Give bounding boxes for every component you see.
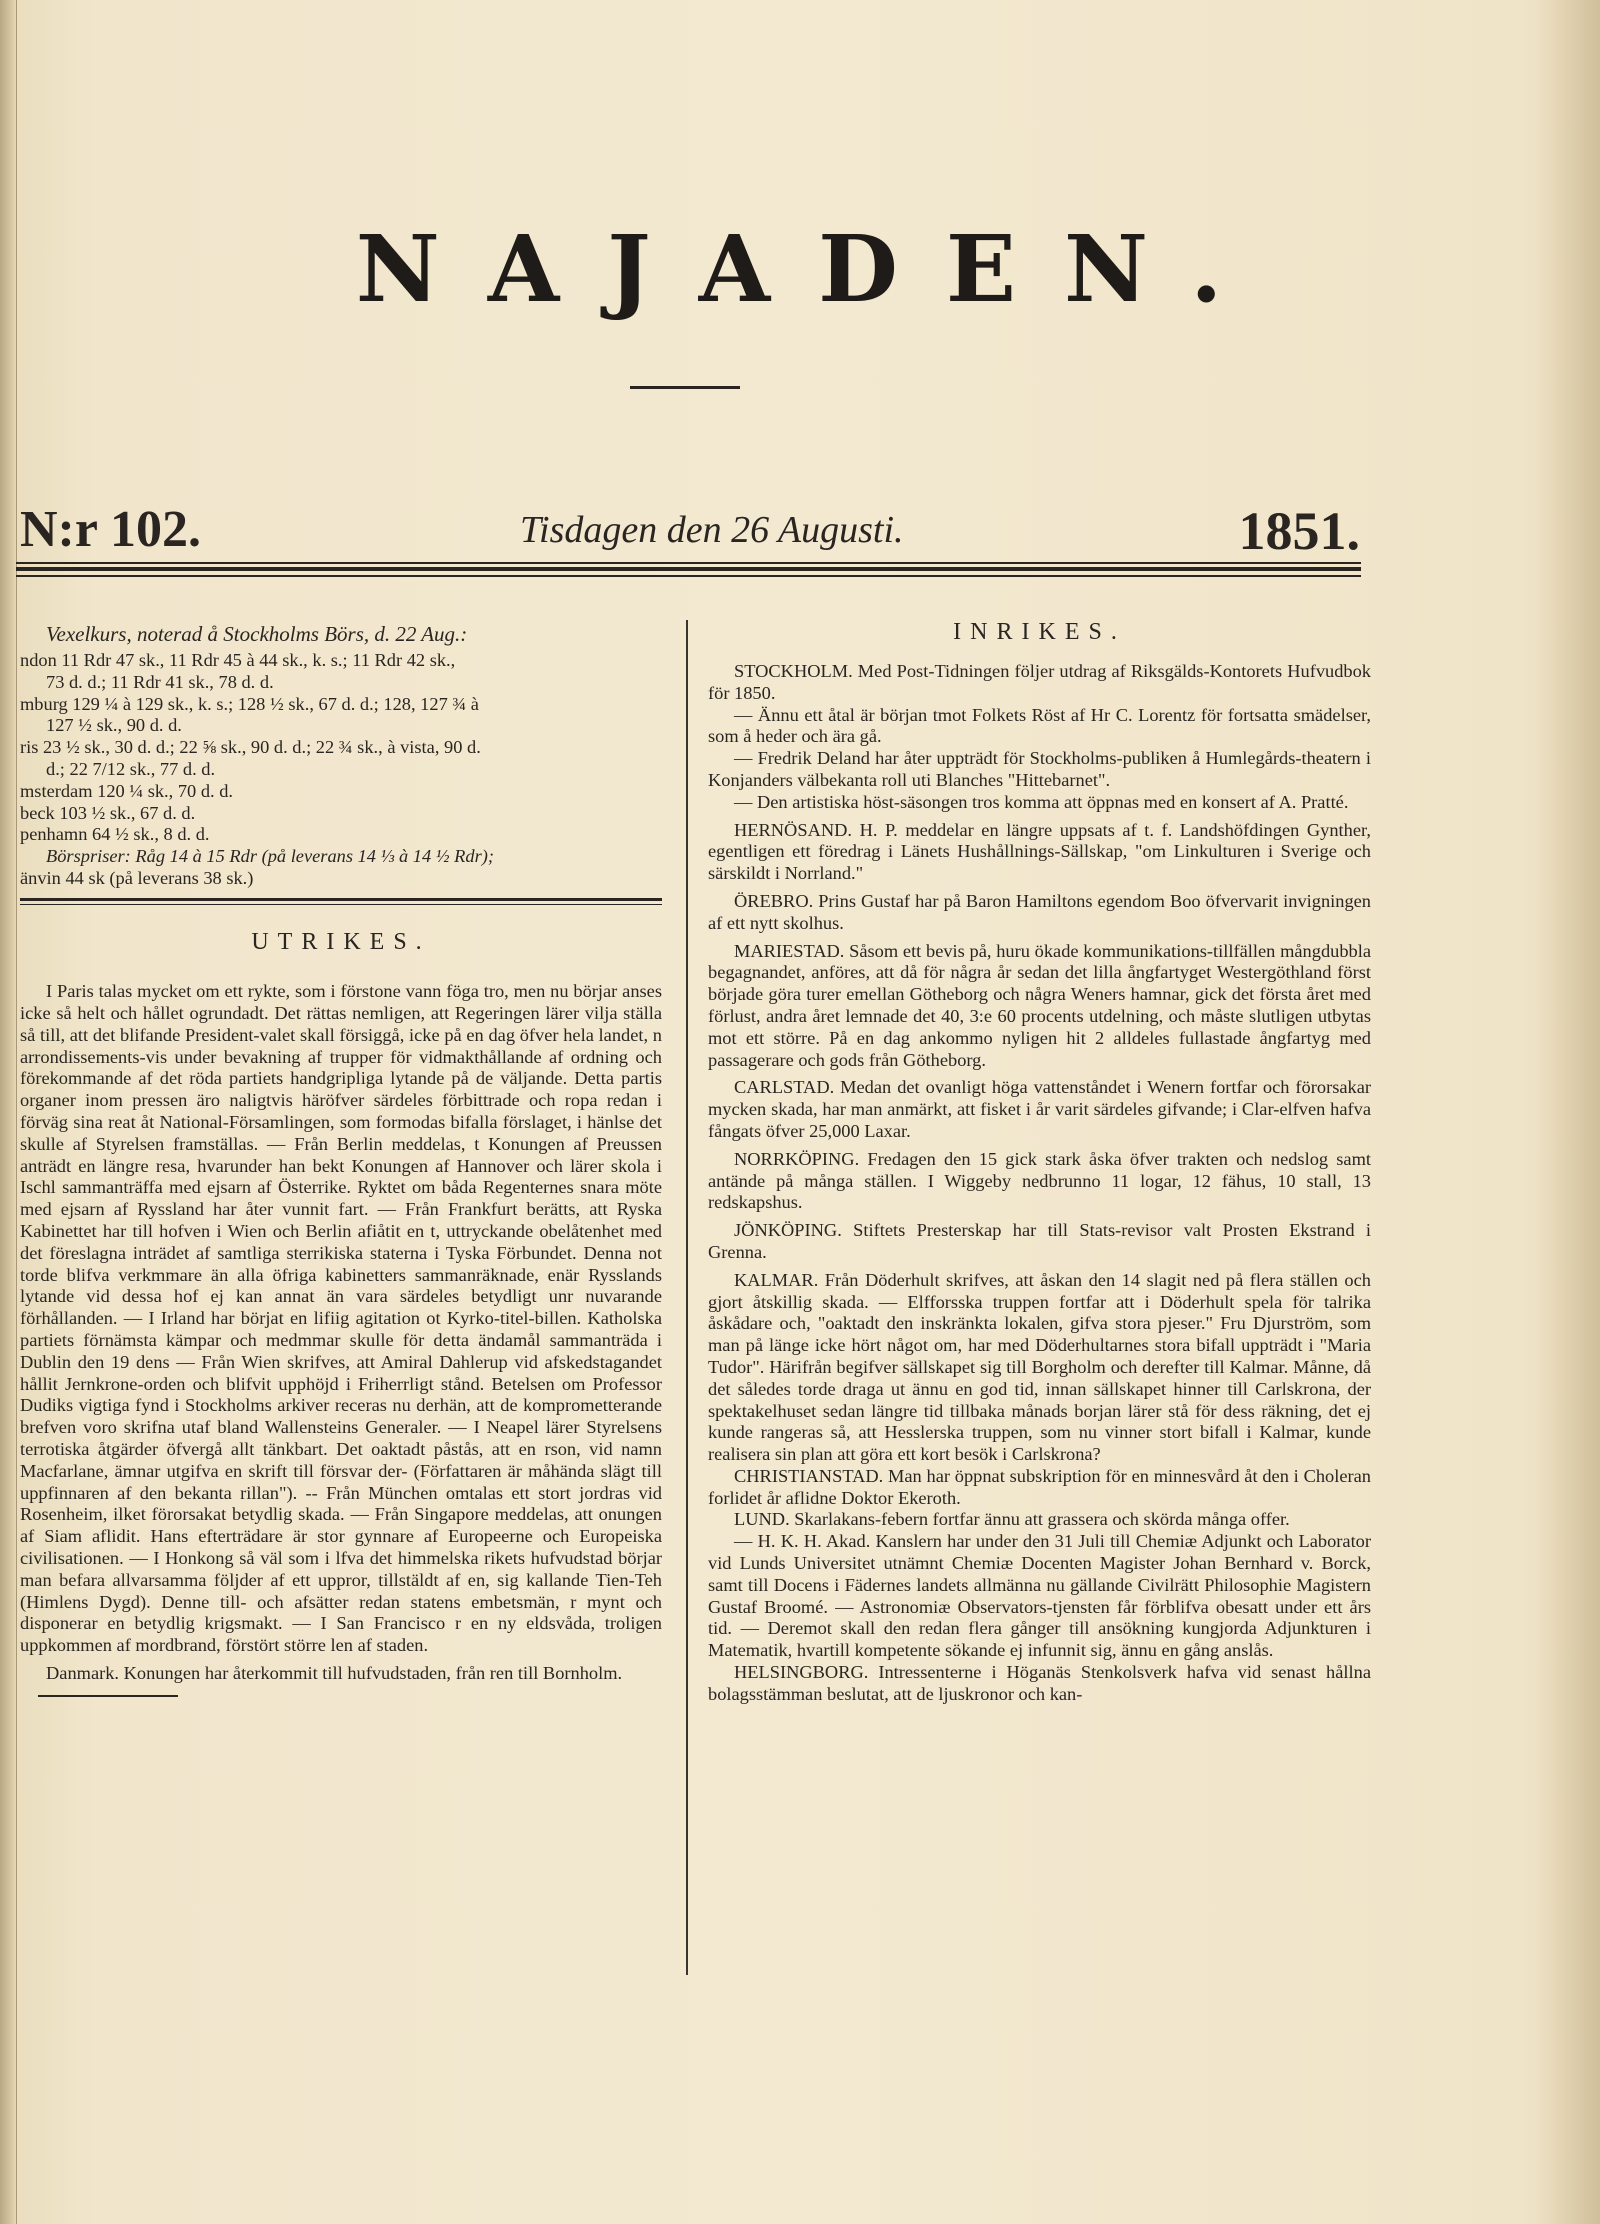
exchange-title: Vexelkurs, noterad å Stockholms Börs, d. 22 Aug.: (46, 622, 468, 646)
binding-edge (0, 0, 17, 2224)
news-paragraph: MARIESTAD. Såsom ett bevis på, huru ökade kommunikations-tillfällen mångdubbla begagnandet, anföres, att då för några år sedan det lilla ångfartyget Westergöthland först började göra turer emellan Götheborg och några Weners hamnar, gick det första året med förlust, andra året lemnade det 40, 3:e 60 procents utdelning, och måste slutligen utbytas mot ett större. På en dag ankommo nyligen hit 2 alldeles fullastade ångfartyg med passagerare och gods från Götheborg. (708, 940, 1371, 1070)
exchange-line: penhamn 64 ½ sk., 8 d. d. (20, 824, 210, 845)
article-end-rule (38, 1695, 178, 1697)
right-column (708, 615, 1371, 1706)
news-paragraph: JÖNKÖPING. Stiftets Presterskap har till Stats-revisor valt Prosten Ekstrand i Grenna. (708, 1220, 1371, 1262)
news-paragraph: — H. K. H. Akad. Kanslern har under den 31 Juli till Chemiæ Adjunkt och Laborator vid Lunds Universitet utnämnt Chemiæ Docenten Magister Johan Bernhard v. Borck, samt till Docens i Fädernes landets allmänna nu gällande Civilrätt Philosophie Magistern Gustaf Broomé. — Astronomiæ Observators-tjensten får förblifva obesatt under ett års tid. — Deremot skall den redan flera gånger till ansökning kungjorda Adjunkturen i Matematik, hvartill kompetente sökande ej infunnit sig, ännu en gång anslås. (708, 1531, 1371, 1661)
masthead-title: NAJADEN. (355, 215, 1271, 323)
news-paragraph: CHRISTIANSTAD. Man har öppnat subskription för en minnesvård åt den i Choleran forlidet år aflidne Doktor Ekeroth. (708, 1465, 1371, 1508)
news-paragraph: HELSINGBORG. Intressenterne i Höganäs Stenkolsverk hafva vid senast hållna bolagsstämman beslutat, att de ljuskronor och kan- (708, 1662, 1371, 1704)
section-rule (20, 898, 662, 901)
exchange-line: 73 d. d.; 11 Rdr 41 sk., 78 d. d. (46, 671, 274, 692)
section-rule-thin (20, 904, 662, 906)
foreign-news-text: I Paris talas mycket om ett rykte, som i förstone vann föga tro, men nu börjar anses icke så helt och hållet ogrundadt. Det rättas nemligen, att Regeringen lärer vilja ställa så till, att det blifande President-valet skall försiggå, icke på en dag öfver hela landet, n arrondissements-vis under bevakning af trupper för vidmakthållande af ordning och förekommande af det röda partiets handgripliga lytande på de väljande. Detta partis organer inom pressen äro naligtvis häröfver särdeles förbittrade och ropa redan i förväg sina reat åt National-Församlingen, som formodas bifalla förslaget, i hänlse det skulle af Styrelsen framställas. — Från Berlin meddelas, t Konungen af Preussen anträdt en längre resa, hvarunder han bekt Konungen af Hannover och lärer skola i Ischl sammanträffa med ejsarn af Österrike. Ryktet om båda Regenternes snara möte med ejsarn af Ryssland har åter vunnit fart. — Från Frankfurt berätts, att Ryska Kabinettet har till hofven i Wien och Berlin afiåtit en t, uttryckande obelåtenhet med det föreslagna inträdet af samtliga sterrikiska staterna i Tyska Förbundet. Denna not torde blifva verkmmare än alla öfriga kabinetters sammanräknade, enär Rysslands lytande vid dessa hof ej kan annat än vara särdeles betydligt unr nuvarande förhållanden. — I Irland har börjat en lifiig agitation ot Kyrko-titel-billen. Katholska partiets förnämsta kämpar och medmmar skulle för detta ändamål sammanträda i Dublin den 19 dens — Från Wien skrifves, att Amiral Dahlerup vid afskedstagandet hållit Jernkrone-orden och blifvit upphöjd i Friherrligt stånd. Betelsen om Professor Dudiks vigtiga fynd i Stockholms arkiver receras nu derhän, att de komprometterande brefven voro skrifna utaf bland Wallensteins Generaler. — I Neapel lärer Styrelsens terrotiska åtgärder öfvergå allt tänkbart. Det oaktadt påstås, att en rson, vid namn Macfarlane, ämnar utgifva en skrift till försvar der- (Författaren är måhända slägt till uppfinnaren af den bekanta rillan"). -- Från München omtalas ett stort jordras vid Rosenheim, ilket förorsakat betydlig skada. — Från Singapore meddelas, att onungen af Siam aflidit. Hans efterträdare är stor gynnare af Europeerne och Europeiska civilisationen. — I Honkong så väl som i lfva det himmelska rikets hufvudstad börjar man befara allvarsamma följder af ett uppror, tillstäldt af en, sig kallande Tien-Teh (Himlens Dygd). Denne till- och afsätter redan statens embetsmän, r mynt och disponerar en betydlig krigsmakt. — I San Francisco r en ny eldsvåda, troligen uppkommen af mordbrand, förstört större len af staden. (20, 981, 662, 1656)
exchange-line: Börspriser: Råg 14 à 15 Rdr (på leverans 14 ⅓ à 14 ½ Rdr); (46, 846, 494, 867)
exchange-line: msterdam 120 ¼ sk., 70 d. d. (20, 780, 234, 801)
masthead-rule (630, 386, 740, 389)
news-paragraph: — Ännu ett åtal är början tmot Folkets Röst af Hr C. Lorentz för fortsatta smädelser, som å heder och ära gå. (708, 704, 1371, 747)
news-paragraph: HERNÖSAND. H. P. meddelar en längre uppsats af t. f. Landshöfdingen Gynther, egentligen ett föredrag i Länets Hushållnings-Sällskap, "om Linkulturen i Sverige och särskildt i Norrland." (708, 819, 1371, 884)
left-column (20, 618, 662, 1697)
exchange-line: 127 ½ sk., 90 d. d. (46, 715, 182, 736)
news-paragraph: KALMAR. Från Döderhult skrifves, att åskan den 14 slagit ned på flera ställen och gjort åtskillig skada. — Elfforsska truppen fortfar att i Döderhult spela för talrika åskådare och, "oaktadt den inskränkta lokalen, gifva stora pjeser." Fru Djurström, som man på länge icke hört något om, har med Döderhultarnes stora bifall uppträdt i "Maria Tudor". Härifrån begifver sällskapet sig till Borgholm och derefter till Kalmar. Månne, då det således torde draga ut ännu en god tid, innan sällskapet hinner till Carlskrona, der spektakelhuset sedan längre tid tillbaka månads borjan lärer stå för dess räkning, det ej kunde rangeras så, att Hesslerska truppen, som nu vinner stort bifall i Kalmar, kunde realisera sin plan att göra ett kort besök i Carlskrona? (708, 1269, 1371, 1465)
column-divider (686, 620, 688, 1975)
exchange-line: ndon 11 Rdr 47 sk., 11 Rdr 45 à 44 sk., k. s.; 11 Rdr 42 sk., (20, 650, 456, 670)
header-rule-top (16, 562, 1361, 564)
news-paragraph: STOCKHOLM. Med Post-Tidningen följer utdrag af Riksgälds-Kontorets Hufvudbok för 1850. (708, 661, 1371, 703)
exchange-line: d.; 22 7/12 sk., 77 d. d. (46, 758, 216, 779)
news-paragraph: CARLSTAD. Medan det ovanligt höga vattenståndet i Wenern fortfar och förorsakar mycken skada, har man anmärkt, att fisket i år varit särdeles gifvande; i Clar-elfven hafva fångats öfver 25,000 Laxar. (708, 1077, 1371, 1141)
header-rule-thick (16, 567, 1361, 571)
page-edge-shadow (1540, 0, 1600, 2224)
news-paragraph: NORRKÖPING. Fredagen den 15 gick stark åska öfver trakten och nedslog samt antände på många ställen. I Wiggeby nedbrunno 11 logar, 12 fähus, 10 stall, 13 redskapshus. (708, 1148, 1371, 1213)
issue-year: 1851. (1238, 501, 1360, 561)
issue-line (20, 500, 1360, 560)
news-paragraph: — Den artistiska höst-säsongen tros komma att öppnas med en konsert af A. Pratté. (734, 791, 1349, 812)
issue-number: N:r 102. (20, 501, 202, 558)
exchange-line: beck 103 ½ sk., 67 d. d. (20, 802, 196, 823)
header-rule-bottom (16, 575, 1361, 577)
foreign-news-heading: UTRIKES. (251, 929, 431, 956)
news-paragraph: LUND. Skarlakans-febern fortfar ännu att grassera och skörda många offer. (734, 1509, 1290, 1530)
news-paragraph: ÖREBRO. Prins Gustaf har på Baron Hamiltons egendom Boo öfvervarit invigningen af ett nytt skolhus. (708, 890, 1371, 933)
issue-date: Tisdagen den 26 Augusti. (520, 509, 904, 551)
news-paragraph: — Fredrik Deland har åter uppträdt för Stockholms-publiken å Humlegårds-theatern i Konjanders välbekanta roll uti Blanches "Hittebarnet". (708, 748, 1371, 790)
exchange-line: änvin 44 sk (på leverans 38 sk.) (20, 867, 254, 888)
exchange-line: mburg 129 ¼ à 129 sk., k. s.; 128 ½ sk., 67 d. d.; 128, 127 ¾ à (20, 693, 479, 714)
domestic-news-heading: INRIKES. (953, 619, 1126, 645)
danmark-text: Danmark. Konungen har återkommit till hufvudstaden, från ren till Bornholm. (46, 1662, 623, 1683)
exchange-line: ris 23 ½ sk., 30 d. d.; 22 ⅝ sk., 90 d. d.; 22 ¾ sk., à vista, 90 d. (20, 737, 481, 758)
